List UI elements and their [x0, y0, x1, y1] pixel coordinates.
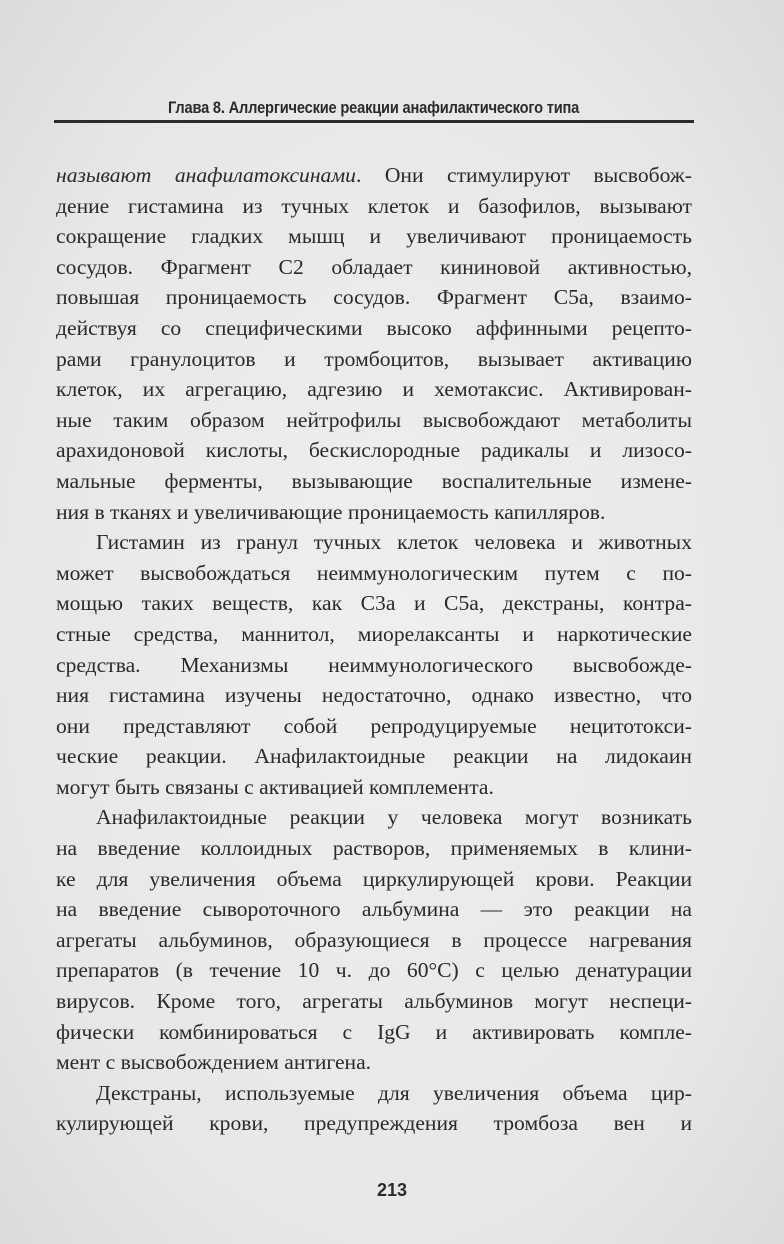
header-rule	[54, 120, 694, 123]
text-line: ния гистамина изучены недостаточно, однако известно, что	[56, 683, 692, 708]
text-line: средства. Механизмы неиммунологического высвобожде-	[56, 652, 692, 677]
text-line: могут быть связаны с активацией комплемента.	[56, 774, 494, 799]
text-line: кулирующей крови, предупреждения тромбоза вен и	[56, 1111, 692, 1136]
text-line: мент с высвобождением антигена.	[56, 1050, 372, 1075]
paragraph	[56, 802, 692, 1077]
running-head: Глава 8. Аллергические реакции анафилактического типа	[168, 98, 580, 117]
text-line: мощью таких веществ, как С3а и С5а, декстраны, контра-	[56, 591, 692, 616]
text-line: на введение коллоидных растворов, применяемых в клини-	[56, 836, 692, 861]
text-line: ческие реакции. Анафилактоидные реакции на лидокаин	[56, 744, 692, 769]
text-line: препаратов (в течение 10 ч. до 60°С) с целью денатурации	[56, 958, 692, 983]
text-line: повышая проницаемость сосудов. Фрагмент С5а, взаимо-	[56, 285, 692, 310]
text-line: Анафилактоидные реакции у человека могут возникать	[96, 805, 692, 830]
text-line: мальные ферменты, вызывающие воспалительные измене-	[56, 468, 692, 493]
text-line: арахидоновой кислоты, бескислородные радикалы и лизосо-	[56, 438, 692, 463]
text-line: на введение сывороточного альбумина — это реакции на	[56, 897, 692, 922]
text-line: может высвобождаться неиммунологическим путем с по-	[56, 560, 692, 585]
text-line: стные средства, маннитол, миорелаксанты и наркотические	[56, 621, 692, 646]
emphasis-term: называют анафилатоксинами	[56, 163, 356, 187]
text-line: фически комбинироваться с IgG и активировать компле-	[56, 1019, 692, 1044]
text-line: они представляют собой репродуцируемые нецитотокси-	[56, 713, 692, 738]
text-line: действуя со специфическими высоко аффинными рецепто-	[56, 315, 692, 340]
text-line: вирусов. Кроме того, агрегаты альбуминов могут неспеци-	[56, 989, 692, 1014]
text-line: агрегаты альбуминов, образующиеся в процессе нагревания	[56, 927, 692, 952]
text-line: сокращение гладких мышц и увеличивают проницаемость	[56, 224, 692, 249]
page-number: 213	[376, 1180, 408, 1200]
paragraph	[56, 1078, 692, 1139]
text-line: Декстраны, используемые для увеличения объема цир-	[96, 1080, 692, 1105]
body-text	[56, 160, 692, 1139]
paragraph	[56, 527, 692, 802]
text-line: клеток, их агрегацию, адгезию и хемотаксис. Активирован-	[56, 377, 692, 402]
paragraph	[56, 160, 692, 527]
text-line: рами гранулоцитов и тромбоцитов, вызывает активацию	[56, 346, 692, 371]
text-line: ния в тканях и увеличивающие проницаемость капилляров.	[56, 499, 606, 524]
text-line: ке для увеличения объема циркулирующей крови. Реакции	[56, 866, 692, 891]
text-fragment: . Они стимулируют высвобож-	[355, 163, 692, 187]
text-line: Гистамин из гранул тучных клеток человека и животных	[96, 530, 692, 555]
text-line: дение гистамина из тучных клеток и базофилов, вызывают	[56, 193, 692, 218]
text-line	[56, 160, 692, 191]
text-line: сосудов. Фрагмент С2 обладает кининовой активностью,	[56, 254, 692, 279]
text-line: ные таким образом нейтрофилы высвобождают метаболиты	[56, 407, 692, 432]
